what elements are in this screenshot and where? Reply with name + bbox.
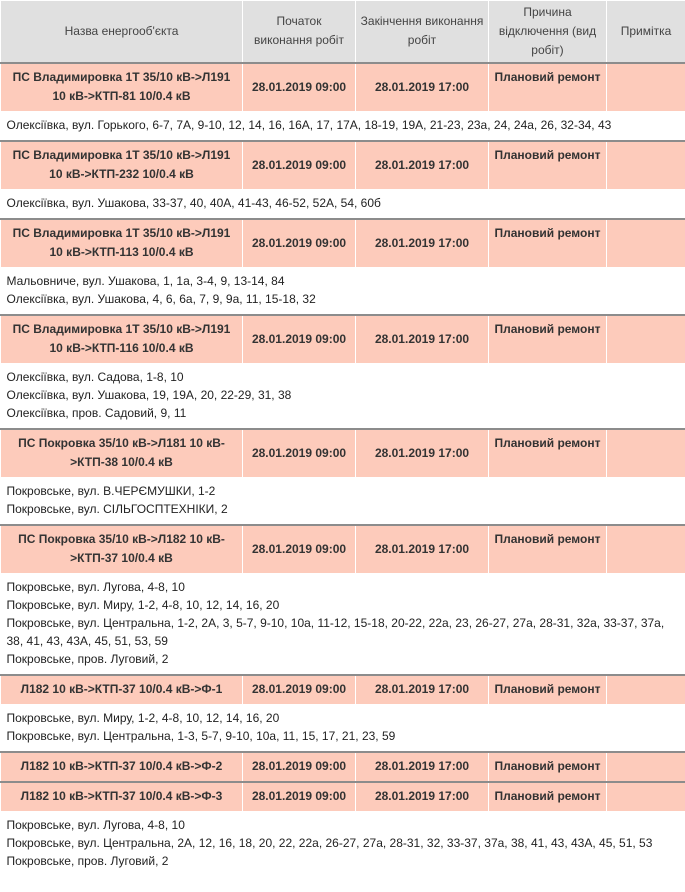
address-line: Покровське, вул. Миру, 1-2, 4-8, 10, 12, 14, 16, 20 — [6, 597, 280, 612]
address-line: Покровське, вул. В.ЧЕРЄМУШКИ, 1-2 — [6, 483, 216, 498]
header-note: Примітка — [607, 1, 685, 63]
note-cell — [607, 141, 685, 190]
start-time: 28.01.2019 09:00 — [243, 675, 356, 705]
start-time: 28.01.2019 09:00 — [243, 752, 356, 782]
note-cell — [607, 429, 685, 478]
end-time: 28.01.2019 17:00 — [356, 752, 489, 782]
outage-object-row — [1, 63, 685, 112]
energy-object-name: ПС Владимировка 1Т 35/10 кВ->Л191 10 кВ->КТП-232 10/0.4 кВ — [1, 141, 243, 190]
start-time: 28.01.2019 09:00 — [243, 525, 356, 574]
address-list-row — [1, 573, 685, 675]
address-list — [1, 704, 685, 752]
header-reason: Причина відключення (вид робіт) — [489, 1, 607, 63]
address-list — [1, 477, 685, 525]
outage-object-row — [1, 675, 685, 705]
outage-reason: Плановий ремонт — [489, 315, 607, 364]
address-list-row — [1, 267, 685, 315]
address-list-row — [1, 704, 685, 752]
end-time: 28.01.2019 17:00 — [356, 315, 489, 364]
end-time: 28.01.2019 17:00 — [356, 675, 489, 705]
start-time: 28.01.2019 09:00 — [243, 782, 356, 812]
address-line: Покровське, вул. СІЛЬГОСПТЕХНІКИ, 2 — [6, 501, 228, 516]
start-time: 28.01.2019 09:00 — [243, 219, 356, 268]
outage-reason: Плановий ремонт — [489, 525, 607, 574]
outage-reason: Плановий ремонт — [489, 675, 607, 705]
address-line: Покровське, вул. Миру, 1-2, 4-8, 10, 12, 14, 16, 20 — [6, 710, 280, 725]
energy-object-name: ПС Владимировка 1Т 35/10 кВ->Л191 10 кВ->КТП-116 10/0.4 кВ — [1, 315, 243, 364]
address-line: Покровське, вул. Лугова, 4-8, 10 — [6, 817, 185, 832]
address-line: Олексіївка, вул. Ушакова, 19, 19А, 20, 22-29, 31, 38 — [6, 387, 292, 402]
start-time: 28.01.2019 09:00 — [243, 429, 356, 478]
address-list-row — [1, 363, 685, 429]
outage-object-row — [1, 429, 685, 478]
address-list-row — [1, 811, 685, 876]
outage-object-row — [1, 752, 685, 782]
table-header-row — [1, 1, 685, 63]
address-list — [1, 811, 685, 876]
end-time: 28.01.2019 17:00 — [356, 782, 489, 812]
energy-object-name: Л182 10 кВ->КТП-37 10/0.4 кВ->Ф-2 — [1, 752, 243, 782]
outage-reason: Плановий ремонт — [489, 429, 607, 478]
address-line: Покровське, вул. Центральна, 2А, 12, 16, 18, 20, 22, 22а, 26-27, 27а, 28-31, 32, 33-37, 37а, 38, 41, 43, 43А, 45, 51, 53 — [6, 835, 653, 850]
address-line: Олексіївка, вул. Ушакова, 4, 6, 6а, 7, 9, 9а, 11, 15-18, 32 — [6, 291, 316, 306]
address-line: Олексіївка, вул. Садова, 1-8, 10 — [6, 369, 184, 384]
outage-object-row — [1, 141, 685, 190]
address-list-row — [1, 189, 685, 219]
address-line: Олексіївка, пров. Садовий, 9, 11 — [6, 405, 187, 420]
address-line: Покровське, пров. Луговий, 2 — [6, 853, 169, 868]
outage-object-row — [1, 525, 685, 574]
note-cell — [607, 219, 685, 268]
energy-object-name: ПС Владимировка 1Т 35/10 кВ->Л191 10 кВ->КТП-81 10/0.4 кВ — [1, 63, 243, 112]
address-list-row — [1, 111, 685, 141]
note-cell — [607, 752, 685, 782]
address-list — [1, 111, 685, 141]
address-list — [1, 267, 685, 315]
end-time: 28.01.2019 17:00 — [356, 525, 489, 574]
start-time: 28.01.2019 09:00 — [243, 63, 356, 112]
start-time: 28.01.2019 09:00 — [243, 141, 356, 190]
address-list-row — [1, 477, 685, 525]
energy-object-name: ПС Владимировка 1Т 35/10 кВ->Л191 10 кВ->КТП-113 10/0.4 кВ — [1, 219, 243, 268]
note-cell — [607, 525, 685, 574]
address-line: Мальовниче, вул. Ушакова, 1, 1а, 3-4, 9, 13-14, 84 — [6, 273, 285, 288]
end-time: 28.01.2019 17:00 — [356, 141, 489, 190]
address-list — [1, 363, 685, 429]
note-cell — [607, 63, 685, 112]
note-cell — [607, 315, 685, 364]
outage-reason: Плановий ремонт — [489, 63, 607, 112]
outage-object-row — [1, 315, 685, 364]
end-time: 28.01.2019 17:00 — [356, 219, 489, 268]
note-cell — [607, 782, 685, 812]
header-end: Закінчення виконання робіт — [356, 1, 489, 63]
address-line: Покровське, вул. Лугова, 4-8, 10 — [6, 579, 185, 594]
outage-reason: Плановий ремонт — [489, 219, 607, 268]
outage-reason: Плановий ремонт — [489, 782, 607, 812]
outage-object-row — [1, 782, 685, 812]
energy-object-name: Л182 10 кВ->КТП-37 10/0.4 кВ->Ф-3 — [1, 782, 243, 812]
energy-object-name: ПС Покровка 35/10 кВ->Л181 10 кВ->КТП-38 10/0.4 кВ — [1, 429, 243, 478]
header-object: Назва енергооб'єкта — [1, 1, 243, 63]
outage-reason: Плановий ремонт — [489, 141, 607, 190]
end-time: 28.01.2019 17:00 — [356, 429, 489, 478]
header-start: Початок виконання робіт — [243, 1, 356, 63]
address-line: Олексіївка, вул. Ушакова, 33-37, 40, 40А, 41-43, 46-52, 52А, 54, 60б — [6, 195, 381, 210]
address-line: Покровське, вул. Центральна, 1-2, 2А, 3, 5-7, 9-10, 10а, 11-12, 15-18, 20-22, 22а, 23, 26-27, 27а, 28-31, 32а, 33-37, 37а, 38, 41, 43, 43А, 45, 51, 53, 59 — [6, 615, 665, 648]
energy-object-name: ПС Покровка 35/10 кВ->Л182 10 кВ->КТП-37 10/0.4 кВ — [1, 525, 243, 574]
start-time: 28.01.2019 09:00 — [243, 315, 356, 364]
address-list — [1, 189, 685, 219]
note-cell — [607, 675, 685, 705]
end-time: 28.01.2019 17:00 — [356, 63, 489, 112]
energy-object-name: Л182 10 кВ->КТП-37 10/0.4 кВ->Ф-1 — [1, 675, 243, 705]
outage-reason: Плановий ремонт — [489, 752, 607, 782]
address-line: Покровське, вул. Центральна, 1-3, 5-7, 9-10, 10а, 11, 15, 17, 21, 23, 59 — [6, 728, 396, 743]
address-line: Покровське, пров. Луговий, 2 — [6, 651, 169, 666]
address-list — [1, 573, 685, 675]
outage-object-row — [1, 219, 685, 268]
address-line: Олексіївка, вул. Горького, 6-7, 7А, 9-10, 12, 14, 16, 16А, 17, 17А, 18-19, 19А, 21-23, 23а, 24, 24а, 26, 32-34, 43 — [6, 117, 612, 132]
